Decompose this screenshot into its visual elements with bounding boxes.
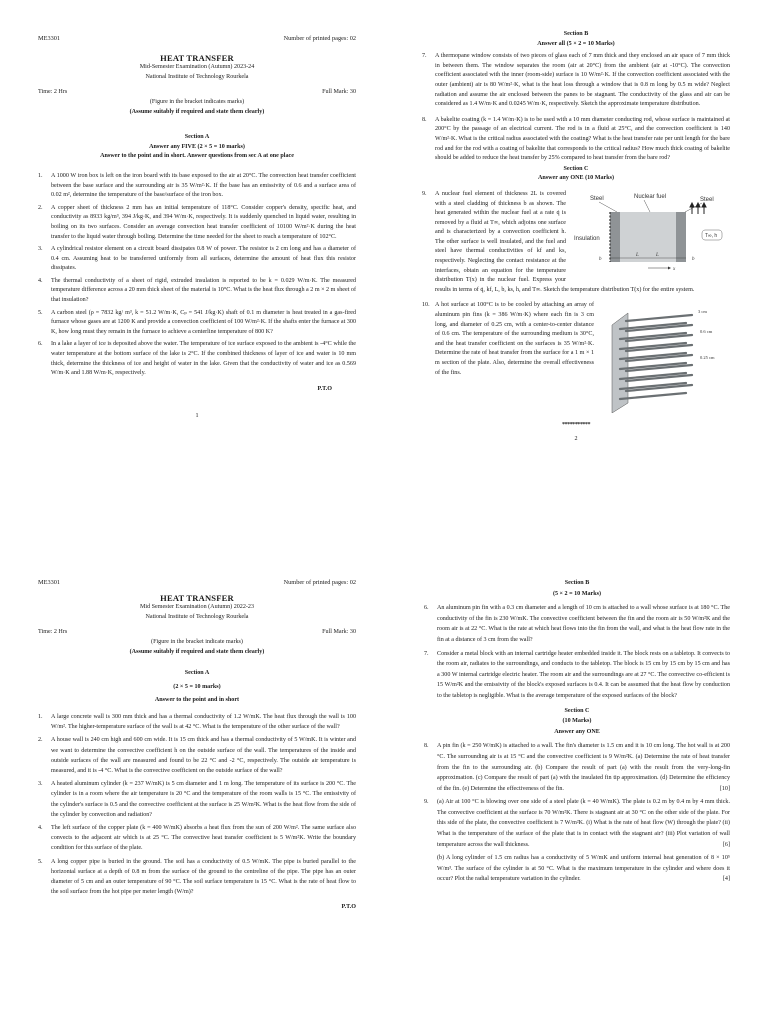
- exam-name: Mid Semester Examination (Autumn) 2022-23: [139, 604, 255, 611]
- question-list: [38, 172, 356, 379]
- section-b-instruction: Answer all (5 × 2 = 10 Marks): [537, 40, 615, 47]
- question-item: [422, 116, 730, 164]
- question-text: In a lake a layer of ice is deposited above the water. The temperature of ice surface exposed to the ambient is -4°C while the water temperature at the bottom surface of the lake is 2°C. If the combined thickness of layer of ice and water is 10 mm thick, determine the thickness of ice and height of water in the lake. Given that the conductivity of water and ice as 0.569 W/m·K and 1.88 W/m·K, respectively.: [51, 341, 356, 377]
- question-item: [38, 857, 356, 898]
- section-b-marks: (5 × 2 = 10 Marks): [552, 590, 602, 597]
- label-b-right: b: [692, 256, 695, 262]
- section-a-marks: (2 × 5 = 10 marks): [173, 683, 221, 690]
- header-row: [38, 578, 356, 588]
- note-assume: (Assume suitably if required and state them clearly): [129, 108, 265, 115]
- question-number: 2.: [38, 204, 43, 211]
- question-text: A house wall is 240 cm high and 600 cm wide. It is 15 cm thick and has a thermal conductivity of 5 W/mK. It is winter and we want to determine the convective coefficient h on the outside surface of the wall. The temperatures of the inside and outside surfaces of the wall are measured and found to be 22 °C and -2 °C, respectively. The outside air temperature is measured, and it is -4 °C. What is the convective coefficient on the outside surface of the wall?: [51, 737, 356, 774]
- section-a-heading: Section A: [184, 670, 210, 677]
- note-marks: (Figure in the bracket indicates marks): [149, 98, 245, 105]
- question-text: A copper sheet of thickness 2 mm has an initial temperature of 118°C. Consider copper's density, specific heat, and conductivity as 8933 kg/m³, 394 J/kg·K, and 394 W/m·K, respectively. It is suddenly quenched in liquid water, resulting in boiling on its two surfaces. Consider an average convection heat transfer coefficient of 10100 W/m²·K during the heat transfer to the liquid water through boiling. Determine the time needed for the sheet to reach a temperature of 102°C.: [51, 204, 356, 240]
- pin-fin-array-diagram: [600, 303, 730, 413]
- course-code: ME3301: [38, 579, 61, 586]
- section-c-heading: Section C: [563, 165, 589, 172]
- question-text: A nuclear fuel element of thickness 2L is covered with a steel cladding of thickness b as shown. The heat generated within the nuclear fuel at a rate q̇ is removed by a fluid at T∞, which adjoins one surface and is characterized by a convection coefficient h. The other surface is well insulated, and the fuel and steel have thermal conductivities of kf and ks, respectively. Neglecting the contact resistance at the interfaces, obtain an equation for the temperature distribution T(x) in the nuclear fuel. Express your results in terms of q̇, kf, L, b, ks, h, and T∞. Sketch the temperature distribution T(x) for the entire system.: [435, 190, 695, 293]
- exam-time: Time: 2 Hrs: [38, 629, 68, 636]
- question-text: A pin fin (k = 250 W/mK) is attached to a wall. The fin's diameter is 1.5 cm and it is 10 cm long. The hot wall is at 200 °C. The surrounding air is at 15 °C and the convective coefficient is 9 W/m²K. (a) Determine the rate of heat transfer from the fin to the surrounding air. (b) Compare the result of part (a) with the result from the very-long-fin approximation. (c) Compare the result of part (a) with the insulated fin tip approximation. (d) Determine the efficiency of the fin. (e) Determine the effectiveness of the fin.: [437, 743, 730, 792]
- section-b-heading: Section B: [563, 31, 589, 37]
- question-body: [437, 741, 730, 794]
- question-body: [437, 853, 730, 885]
- question-text: A heated aluminum cylinder (k = 237 W/mK) is 5 cm diameter and 1 m long. The temperature of its surface is 200 °C. The cylinder is in a room where the air temperature is 20 °C and the temperature of the room walls is 15 °C. The emissivity of the cylinder's surface is 0.5 and the convective coefficient at the surface is 25 W/m²K. What is the heat flow from the side of the cylinder by convection and radiation?: [51, 781, 356, 818]
- page-1: [0, 0, 384, 512]
- question-number: 7.: [424, 650, 429, 657]
- full-mark: Full Mark: 30: [322, 89, 356, 96]
- label-tinf-h: T∞, h: [705, 232, 718, 239]
- question-item: [424, 649, 730, 702]
- question-number: 8.: [424, 743, 429, 750]
- heat-flow-arrows: [690, 203, 706, 214]
- question-text: A carbon steel (ρ = 7832 kg/ m³, k = 51.2 W/m·K, Cₚ = 541 J/kg·K) shaft of 0.1 m diameter is heat treated in a gas-fired furnace whose gases are at 1200 K and provide a convection coefficient of 100 W/m²·K. If the shafts enter the furnace at 300 K, how long must they remain in the furnace to achieve a centerline temperature of 800 K?: [51, 309, 356, 335]
- question-item: [422, 52, 730, 110]
- question-item: [38, 735, 356, 776]
- question-item: [424, 603, 730, 645]
- fuel-region: [620, 212, 676, 262]
- time-marks-row: [38, 628, 356, 638]
- question-number: 9.: [424, 799, 429, 806]
- question-text: A thermopane window consists of two pieces of glass each of 7 mm thick and they enclosed an air space of 7 mm thick in between them. The window separates the room (air at 20°C) from the ambient (air at -10°C). The convection coefficient associated with the inner (room-side) surface is 10 W/m²·K. If the convection coefficient associated with the outer (ambient) air is 80 W/m²·K, what is the heat loss through a window that is 0.8 m long by 0.5 m wide? Neglect radiation and assume the air enclosed between the panes to be stagnant. The conductivity of the glass and air can be considered as 1.4 W/m·K and 0.0245 W/m·K, respectively. Sketch the approximate temperature distribution.: [435, 53, 730, 108]
- question-number: [424, 853, 437, 885]
- question-text: An aluminum pin fin with a 0.3 cm diameter and a length of 10 cm is attached to a wall whose surface is at 180 °C. The conductivity of the fin is 230 W/mK. The convective coefficient between the fin and the room air is 50 W/m²K and the room air is at 22 °C. What is the rate at which heat flows into the fin from the wall, and what is the heat flow rate in the fin at a distance of 3 cm from the wall?: [437, 605, 730, 643]
- question-marks: [4]: [722, 876, 730, 883]
- question-text: A bakelite coating (k = 1.4 W/m·K) is to be used with a 10 mm diameter conducting rod, whose surface is maintained at 200°C by the passage of an electrical current. The rod is in a fluid at 25°C, and the convection coefficient is 140 W/m²·K. What is the critical radius associated with the coating? What is the heat transfer rate per unit length for the bare rod and for the rod with a coating of bakelite that corresponds to the critical radius? How much thick coating of bakelite should be added to reduce the heat transfer by 25% compared to heat transfer from the bare rod?: [435, 116, 730, 162]
- note-marks: (Figure in the bracket indicate marks): [151, 638, 243, 645]
- question-item: [424, 853, 730, 885]
- question-number: 4.: [38, 277, 43, 284]
- exam-title: HEAT TRANSFER: [160, 592, 234, 603]
- question-item: [38, 823, 356, 854]
- institute-name: National Institute of Technology Rourkela: [145, 613, 249, 620]
- end-marker: ***********: [561, 422, 590, 429]
- label-nuclear-fuel: Nuclear fuel: [634, 193, 667, 200]
- question-item: [424, 797, 730, 850]
- label-fin-diameter: 0.25 cm: [700, 355, 715, 361]
- label-b-left: b: [599, 256, 602, 262]
- question-number: 1.: [38, 713, 43, 720]
- question-item: [38, 779, 356, 820]
- page-2: [384, 0, 768, 512]
- question-body: [435, 301, 730, 415]
- pto-label: P.T.O: [317, 385, 332, 392]
- section-c-heading: Section C: [564, 707, 590, 714]
- question-item: [422, 190, 730, 296]
- question-text: The thermal conductivity of a sheet of rigid, extruded insulation is reported to be k = 0.029 W/m·K. The measured temperature difference across a 20 mm thick sheet of the material is 10°C. What is the heat flux through a 2 m × 2 m sheet of that insulation?: [51, 277, 356, 304]
- question-item: [38, 309, 356, 338]
- page-4-body: [424, 578, 730, 885]
- label-l-left: L: [636, 252, 639, 258]
- nuclear-fuel-diagram: [572, 192, 730, 276]
- question-marks: [10]: [719, 785, 730, 792]
- section-a-heading: Section A: [184, 134, 210, 141]
- course-code: ME3301: [38, 35, 61, 42]
- question-number: 2.: [38, 737, 43, 744]
- question-text: (b) A long cylinder of 1.5 cm radius has a conductivity of 5 W/mK and uniform internal heat generation of 8 × 10⁵ W/m³. The surface of the cylinder is at 50 °C. What is the maximum temperature in the cylinder and where does it occur? Plot the radial temperature variation in the cylinder.: [437, 855, 730, 883]
- page-number: 1: [195, 413, 199, 420]
- question-item: [424, 741, 730, 794]
- question-text: The left surface of the copper plate (k = 400 W/mK) absorbs a heat flux from the sun of 200 W/m². The same surface also convects to the adjacent air which is at 25 °C. The convective heat transfer coefficient is 5 W/m²K. Write the boundary condition for this surface of the plate.: [51, 824, 356, 852]
- question-number: 8.: [422, 116, 427, 123]
- question-number: 3.: [38, 246, 43, 253]
- pin-fins: [620, 315, 692, 399]
- printed-pages: Number of printed pages: 02: [283, 579, 356, 586]
- question-text: A long copper pipe is buried in the ground. The soil has a conductivity of 0.5 W/mK. The pipe is buried parallel to the horizontal surface at a depth of 0.8 m from the surface of the ground to the centreline of the pipe. The pipe has an outer diameter of 5 cm and an outer temperature of 90 °C. The soil surface temperature is 15 °C. What is the rate of heat flow to the soil surface from the hot pipe per meter length (W/m)?: [51, 858, 356, 896]
- question-text: A 1000 W iron box is left on the iron board with its base exposed to the air at 20°C. The convection heat transfer coefficient between the base surface and the surrounding air is 35 W/m²·K. If the base has an emissivity of 0.6 and a surface area of 0.02 m², determine the temperature of the base/surface of the iron box.: [51, 172, 356, 199]
- exam-title: HEAT TRANSFER: [160, 52, 234, 63]
- question-marks: [6]: [722, 841, 730, 848]
- label-insulation: Insulation: [574, 235, 600, 242]
- note-assume: (Assume suitably if required and state them clearly): [129, 648, 265, 655]
- institute-name: National Institute of Technology Rourkela: [145, 73, 249, 80]
- pto-label: P.T.O: [341, 904, 356, 911]
- question-number: 1.: [38, 172, 43, 179]
- time-marks-row: [38, 88, 356, 98]
- steel-layer-right: [676, 212, 686, 262]
- exam-name: Mid-Semester Examination (Autumn) 2023-24: [139, 64, 255, 71]
- question-number: 7.: [422, 53, 427, 60]
- question-item: [38, 277, 356, 306]
- question-number: 6.: [38, 341, 43, 348]
- header-row: [38, 34, 356, 44]
- question-number: 9.: [422, 190, 427, 197]
- question-text: A hot surface at 100°C is to be cooled by attaching an array of aluminum pin fins (k = 386 W/m·K) where each fin is 3 cm long, and diameter of 0.25 cm, with a center-to-center distance of 0.6 cm. The temperature of the surrounding medium is 30°C, and the heat transfer coefficient on the surfaces is 35 W/m²·K. Determine the rate of heat transfer from the surface for a 1 m × 1 m section of the plate. Also, determine the overall effectiveness of the fins.: [435, 302, 594, 376]
- question-item: [38, 340, 356, 378]
- label-x-axis: x: [673, 266, 676, 272]
- question-number: 4.: [38, 824, 43, 831]
- label-fin-spacing: 0.6 cm: [700, 329, 713, 335]
- question-item: [38, 172, 356, 201]
- question-list: [38, 712, 356, 897]
- question-body: [435, 190, 730, 296]
- section-c-instruction: Answer any ONE: [554, 728, 600, 735]
- question-item: [38, 245, 356, 274]
- section-a-instruction: Answer to the point and in short: [154, 697, 240, 704]
- question-text: A cylindrical resistor element on a circuit board dissipates 0.8 W of power. The resistor is 2 cm long and has a diameter of 0.4 cm. Assuming heat to be transferred uniformly from all surfaces, determine the amount of heat flux this resistor dissipates.: [51, 246, 356, 272]
- section-a-instruction: Answer any FIVE (2 × 5 = 10 marks): [149, 143, 245, 150]
- section-a-instruction-2: Answer to the point and in short. Answer questions from sec A at one place: [100, 153, 294, 160]
- label-steel-left: Steel: [590, 195, 604, 202]
- page-4: [384, 512, 768, 1024]
- question-text: A large concrete wall is 300 mm thick and has a thermal conductivity of 1.2 W/mK. The heat flux through the wall is 100 W/m². The higher-temperature surface of the wall is at 42 °C. What is the temperature of the other surface of the wall?: [51, 713, 356, 731]
- question-number: 5.: [38, 858, 43, 865]
- section-c-marks: (10 Marks): [562, 718, 592, 725]
- section-c-instruction: Answer any ONE (10 Marks): [537, 175, 615, 182]
- label-fin-length: 3 cm: [698, 309, 707, 315]
- question-number: 6.: [424, 605, 429, 612]
- question-item: [38, 204, 356, 242]
- page-number: 2: [574, 436, 578, 443]
- question-number: 10.: [422, 302, 430, 309]
- label-l-right: L: [656, 252, 659, 258]
- question-number: 5.: [38, 309, 43, 316]
- steel-layer-left: [610, 212, 620, 262]
- question-item: [422, 301, 730, 415]
- question-text: Consider a metal block with an internal cartridge heater embedded inside it. The block rests on a tabletop. It convects to the room air, radiates to the surroundings, and conducts to the tabletop. The block is 15 cm by 15 cm by 15 cm and has a 300 W internal cartridge electric heater. The room air and the surroundings are at 27 °C. The convective co-efficient is 15 W/m²K and the emissivity of the block's exposed surfaces is 0.4. It can be assumed that the heat flow by conduction to the tabletop is negligible. What is the average temperature of the exposed surfaces of the block?: [437, 650, 730, 699]
- printed-pages: Number of printed pages: 02: [283, 35, 356, 42]
- page-3: [0, 512, 384, 1024]
- question-item: [38, 712, 356, 732]
- section-b-heading: Section B: [564, 580, 590, 586]
- exam-time: Time: 2 Hrs: [38, 89, 68, 96]
- question-text: (a) Air at 100 °C is blowing over one side of a steel plate (k = 40 W/mK). The plate is 0.2 m by 0.4 m by 4 mm thick. The convective coefficient at the surface is 70 W/m²K. There is stagnant air at 30 °C on the other side of the plate. For this side of the plate, the convective coefficient is 7 W/m²K. (i) What is the rate of heat flow (W) through the plate? (ii) What is the temperature of the surface of the plate that is in contact with the stagnant air? (iii) Plot variation of wall temperature across the wall thickness.: [437, 799, 730, 848]
- full-mark: Full Mark: 30: [322, 629, 356, 636]
- question-body: [437, 797, 730, 850]
- question-number: 3.: [38, 781, 43, 788]
- label-steel-right: Steel: [700, 196, 714, 203]
